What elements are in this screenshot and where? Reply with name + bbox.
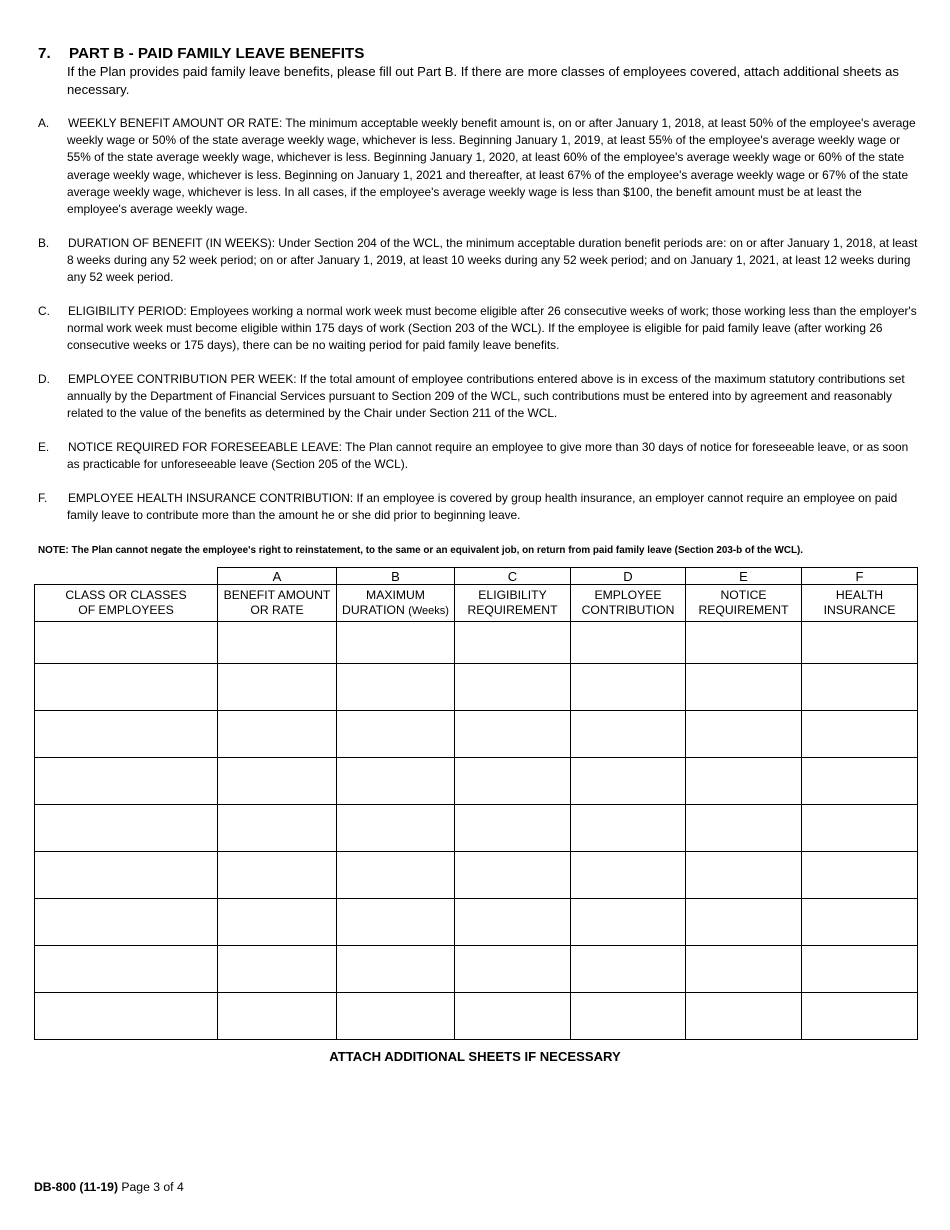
table-row	[35, 993, 918, 1040]
contribution-cell[interactable]	[571, 946, 686, 993]
notice-cell[interactable]	[686, 805, 802, 852]
column-letter: E	[686, 568, 802, 585]
column-letter: A	[218, 568, 337, 585]
contribution-cell[interactable]	[571, 899, 686, 946]
health-insurance-cell[interactable]	[802, 711, 918, 758]
item-text: NOTICE REQUIRED FOR FORESEEABLE LEAVE: The Plan cannot require an employee to give more than 30 days of notice for foreseeable leave, or as soon as practicable for unforeseeable leave (Section 205 of the WCL).	[67, 440, 909, 472]
health-insurance-cell[interactable]	[802, 993, 918, 1040]
form-number: DB-800 (11-19)	[34, 1180, 118, 1194]
benefit-amount-cell[interactable]	[218, 711, 337, 758]
eligibility-cell[interactable]	[455, 664, 571, 711]
table-row	[35, 852, 918, 899]
header-line: REQUIREMENT	[698, 603, 789, 617]
header-line: REQUIREMENT	[467, 603, 558, 617]
benefits-table	[34, 567, 918, 1040]
item-letter: B.	[38, 236, 50, 250]
class-cell[interactable]	[35, 711, 218, 758]
contribution-cell[interactable]	[571, 852, 686, 899]
item-c	[38, 303, 918, 355]
max-duration-cell[interactable]	[337, 852, 455, 899]
max-duration-cell[interactable]	[337, 622, 455, 664]
eligibility-cell[interactable]	[455, 805, 571, 852]
table-row	[35, 899, 918, 946]
health-insurance-cell[interactable]	[802, 899, 918, 946]
table-row	[35, 946, 918, 993]
contribution-cell[interactable]	[571, 758, 686, 805]
max-duration-cell[interactable]	[337, 946, 455, 993]
header-suffix: (Weeks)	[408, 604, 449, 617]
table-row	[35, 805, 918, 852]
column-letter: B	[337, 568, 455, 585]
contribution-cell[interactable]	[571, 622, 686, 664]
eligibility-header	[455, 585, 571, 622]
max-duration-cell[interactable]	[337, 993, 455, 1040]
entry-rows	[35, 622, 918, 1040]
header-line: EMPLOYEE	[594, 588, 662, 602]
eligibility-cell[interactable]	[455, 899, 571, 946]
contribution-cell[interactable]	[571, 805, 686, 852]
item-text: ELIGIBILITY PERIOD: Employees working a normal work week must become eligible after 26 consecutive weeks of work; those working less than the employer's normal work week must become eligible within 175 days of work (Section 203 of the WCL). If the employee is eligible for paid family leave (after working 26 consecutive weeks or 175 days), there can be no waiting period for paid family leave benefits.	[67, 304, 917, 353]
table-row	[35, 664, 918, 711]
benefit-amount-cell[interactable]	[218, 622, 337, 664]
benefit-amount-cell[interactable]	[218, 993, 337, 1040]
benefit-amount-cell[interactable]	[218, 946, 337, 993]
class-cell[interactable]	[35, 993, 218, 1040]
notice-cell[interactable]	[686, 993, 802, 1040]
contribution-cell[interactable]	[571, 711, 686, 758]
health-insurance-header	[802, 585, 918, 622]
notice-header	[686, 585, 802, 622]
section-intro: If the Plan provides paid family leave benefits, please fill out Part B. If there are more classes of employees covered, attach additional sheets as necessary.	[67, 64, 899, 97]
item-text: EMPLOYEE HEALTH INSURANCE CONTRIBUTION: If an employee is covered by group health insurance, an employer cannot require an employee on paid family leave to contribute more than the amount he or she did prior to beginning leave.	[67, 491, 898, 523]
max-duration-header	[337, 585, 455, 622]
eligibility-cell[interactable]	[455, 711, 571, 758]
header-line: OR RATE	[250, 603, 304, 617]
header-line: INSURANCE	[823, 603, 896, 617]
health-insurance-cell[interactable]	[802, 946, 918, 993]
health-insurance-cell[interactable]	[802, 805, 918, 852]
eligibility-cell[interactable]	[455, 946, 571, 993]
header-line: DURATION	[342, 602, 405, 617]
header-line: CLASS OR CLASSES	[65, 588, 187, 602]
table-row	[35, 758, 918, 805]
notice-cell[interactable]	[686, 758, 802, 805]
contribution-cell[interactable]	[571, 664, 686, 711]
max-duration-cell[interactable]	[337, 899, 455, 946]
notice-cell[interactable]	[686, 946, 802, 993]
reinstatement-note: NOTE: The Plan cannot negate the employee's right to reinstatement, to the same or an equivalent job, on return from paid family leave (Section 203-b of the WCL).	[38, 545, 804, 556]
column-header-row	[35, 585, 918, 622]
header-line: BENEFIT AMOUNT	[223, 588, 331, 602]
notice-cell[interactable]	[686, 711, 802, 758]
health-insurance-cell[interactable]	[802, 622, 918, 664]
attach-sheets-note: ATTACH ADDITIONAL SHEETS IF NECESSARY	[329, 1049, 621, 1064]
notice-cell[interactable]	[686, 852, 802, 899]
max-duration-cell[interactable]	[337, 664, 455, 711]
max-duration-cell[interactable]	[337, 805, 455, 852]
header-line: HEALTH	[835, 588, 884, 602]
section-heading	[38, 45, 364, 62]
section-number: 7.	[38, 45, 51, 62]
class-cell[interactable]	[35, 899, 218, 946]
eligibility-cell[interactable]	[455, 852, 571, 899]
column-letter: C	[455, 568, 571, 585]
column-letter-row	[35, 568, 918, 585]
health-insurance-cell[interactable]	[802, 664, 918, 711]
class-cell[interactable]	[35, 852, 218, 899]
header-line: OF EMPLOYEES	[78, 603, 174, 617]
benefit-amount-cell[interactable]	[218, 899, 337, 946]
corner-blank	[35, 568, 218, 585]
table-row	[35, 711, 918, 758]
item-letter: E.	[38, 440, 50, 454]
health-insurance-cell[interactable]	[802, 758, 918, 805]
notice-cell[interactable]	[686, 622, 802, 664]
benefit-amount-header	[218, 585, 337, 622]
benefit-amount-cell[interactable]	[218, 852, 337, 899]
item-letter: D.	[38, 372, 50, 386]
item-e	[38, 439, 918, 473]
page-number: Page 3 of 4	[121, 1180, 184, 1194]
contribution-cell[interactable]	[571, 993, 686, 1040]
header-line: NOTICE	[720, 588, 767, 602]
benefit-amount-cell[interactable]	[218, 805, 337, 852]
header-line: ELIGIBILITY	[478, 588, 547, 602]
table-row	[35, 622, 918, 664]
column-letter: F	[802, 568, 918, 585]
health-insurance-cell[interactable]	[802, 852, 918, 899]
class-cell[interactable]	[35, 622, 218, 664]
item-text: DURATION OF BENEFIT (IN WEEKS): Under Section 204 of the WCL, the minimum acceptable duration benefit periods are: on or after January 1, 2018, at least 8 weeks during any 52 week period; on or after January 1, 2019, at least 10 weeks during any 52 week period; and on January 1, 2021, at least 12 weeks during any 52 week period.	[67, 236, 918, 285]
column-letter: D	[571, 568, 686, 585]
item-letter: F.	[38, 491, 48, 505]
header-line: CONTRIBUTION	[581, 603, 675, 617]
class-cell[interactable]	[35, 758, 218, 805]
class-cell[interactable]	[35, 805, 218, 852]
item-text: WEEKLY BENEFIT AMOUNT OR RATE: The minimum acceptable weekly benefit amount is, on or after January 1, 2018, at least 50% of the employee's average weekly wage or 50% of the state average weekly wage, whichever is less. Beginning January 1, 2019, at least 55% of the employee's average weekly wage or 55% of the state average weekly wage, whichever is less. Beginning January 1, 2020, at least 60% of the employee's average weekly wage or 60% of the state average weekly wage, whichever is less. Beginning on January 1, 2021 and thereafter, at least 67% of the employee's average weekly wage or 67% of the state average weekly wage, whichever is less. In all cases, if the employee's average weekly wage is less than $100, the benefit amount must be at least the employee's average weekly wage.	[67, 116, 916, 217]
class-cell[interactable]	[35, 664, 218, 711]
item-a	[38, 115, 918, 218]
item-f	[38, 490, 918, 524]
item-letter: A.	[38, 116, 50, 130]
contribution-header	[571, 585, 686, 622]
benefit-amount-cell[interactable]	[218, 664, 337, 711]
eligibility-cell[interactable]	[455, 758, 571, 805]
section-title: PART B - PAID FAMILY LEAVE BENEFITS	[69, 45, 365, 62]
max-duration-cell[interactable]	[337, 758, 455, 805]
notice-cell[interactable]	[686, 664, 802, 711]
item-b	[38, 235, 918, 287]
benefit-amount-cell[interactable]	[218, 758, 337, 805]
notice-cell[interactable]	[686, 899, 802, 946]
class-cell[interactable]	[35, 946, 218, 993]
item-text: EMPLOYEE CONTRIBUTION PER WEEK: If the total amount of employee contributions entered above is in excess of the maximum statutory contributions set annually by the Department of Financial Services pursuant to Section 209 of the WCL, such contributions must be entered into by agreement and reasonably related to the value of the benefits as determined by the Chair under Section 211 of the WCL.	[67, 372, 905, 421]
item-letter: C.	[38, 304, 50, 318]
eligibility-cell[interactable]	[455, 993, 571, 1040]
eligibility-cell[interactable]	[455, 622, 571, 664]
class-header	[35, 585, 218, 622]
page-footer	[34, 1180, 184, 1194]
header-line: MAXIMUM	[366, 587, 425, 602]
item-d	[38, 371, 918, 423]
max-duration-cell[interactable]	[337, 711, 455, 758]
